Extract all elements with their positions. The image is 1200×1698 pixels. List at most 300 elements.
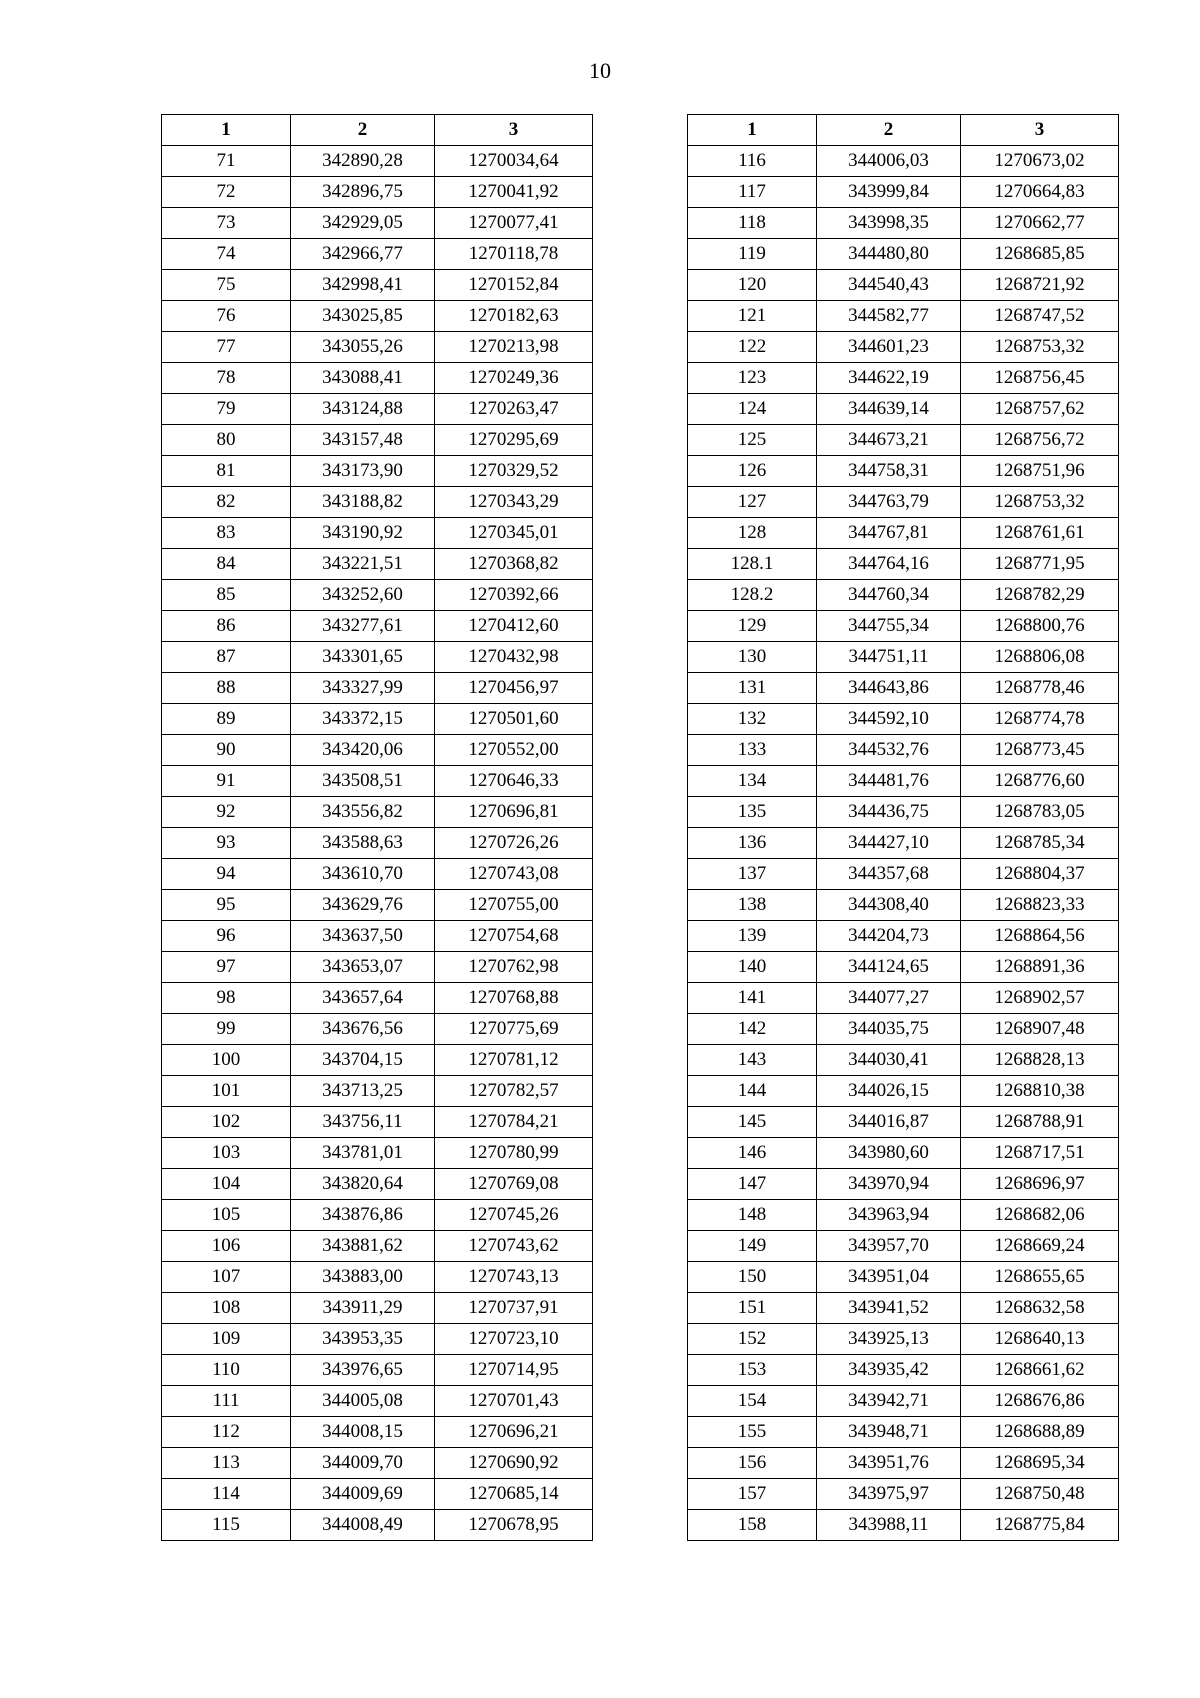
table-row (162, 518, 593, 549)
table-row (688, 1479, 1119, 1510)
coordinate-y-cell: 1268891,36 (961, 952, 1119, 983)
table-row (688, 301, 1119, 332)
coordinate-x-cell: 344009,69 (291, 1479, 435, 1510)
coordinate-x-cell: 344622,19 (817, 363, 961, 394)
coordinate-x-cell: 344767,81 (817, 518, 961, 549)
coordinate-x-cell: 343820,64 (291, 1169, 435, 1200)
table-row (162, 580, 593, 611)
point-number-cell: 137 (688, 859, 817, 890)
point-number-cell: 115 (162, 1510, 291, 1541)
coordinate-y-cell: 1270762,98 (435, 952, 593, 983)
table-header-row (162, 115, 593, 146)
coordinate-y-cell: 1268751,96 (961, 456, 1119, 487)
coordinate-x-cell: 343157,48 (291, 425, 435, 456)
table-row (162, 952, 593, 983)
coordinate-x-cell: 344592,10 (817, 704, 961, 735)
point-number-cell: 117 (688, 177, 817, 208)
coordinate-y-cell: 1270345,01 (435, 518, 593, 549)
coordinate-y-cell: 1270743,08 (435, 859, 593, 890)
coordinate-x-cell: 344540,43 (817, 270, 961, 301)
coordinate-y-cell: 1270673,02 (961, 146, 1119, 177)
coordinate-y-cell: 1270723,10 (435, 1324, 593, 1355)
coordinate-x-cell: 344751,11 (817, 642, 961, 673)
table-row (688, 456, 1119, 487)
coordinate-y-cell: 1268810,38 (961, 1076, 1119, 1107)
table-row (162, 1045, 593, 1076)
coordinate-y-cell: 1270182,63 (435, 301, 593, 332)
point-number-cell: 146 (688, 1138, 817, 1169)
table-row (688, 952, 1119, 983)
table-row (162, 673, 593, 704)
coordinate-x-cell: 343252,60 (291, 580, 435, 611)
coordinate-x-cell: 344436,75 (817, 797, 961, 828)
point-number-cell: 125 (688, 425, 817, 456)
coordinate-y-cell: 1270701,43 (435, 1386, 593, 1417)
point-number-cell: 121 (688, 301, 817, 332)
table-row (162, 487, 593, 518)
table-row (162, 1138, 593, 1169)
table-row (688, 394, 1119, 425)
point-number-cell: 151 (688, 1293, 817, 1324)
coordinate-y-cell: 1268661,62 (961, 1355, 1119, 1386)
point-number-cell: 156 (688, 1448, 817, 1479)
coordinate-y-cell: 1270646,33 (435, 766, 593, 797)
coordinate-x-cell: 344758,31 (817, 456, 961, 487)
coordinate-x-cell: 343420,06 (291, 735, 435, 766)
coordinate-y-cell: 1270685,14 (435, 1479, 593, 1510)
coordinate-y-cell: 1270769,08 (435, 1169, 593, 1200)
coordinate-y-cell: 1268632,58 (961, 1293, 1119, 1324)
coordinate-y-cell: 1270249,36 (435, 363, 593, 394)
coordinate-y-cell: 1270456,97 (435, 673, 593, 704)
point-number-cell: 94 (162, 859, 291, 890)
table-row (162, 1479, 593, 1510)
coordinate-y-cell: 1270696,21 (435, 1417, 593, 1448)
table-row (162, 1076, 593, 1107)
table-row (688, 332, 1119, 363)
point-number-cell: 101 (162, 1076, 291, 1107)
table-row (688, 828, 1119, 859)
point-number-cell: 106 (162, 1231, 291, 1262)
coordinate-y-cell: 1270552,00 (435, 735, 593, 766)
point-number-cell: 85 (162, 580, 291, 611)
coordinate-y-cell: 1270726,26 (435, 828, 593, 859)
table-row (162, 301, 593, 332)
coordinate-x-cell: 343975,97 (817, 1479, 961, 1510)
point-number-cell: 116 (688, 146, 817, 177)
coordinate-x-cell: 343941,52 (817, 1293, 961, 1324)
table-row (162, 1200, 593, 1231)
coordinate-y-cell: 1268756,72 (961, 425, 1119, 456)
table-row (162, 611, 593, 642)
point-number-cell: 83 (162, 518, 291, 549)
point-number-cell: 130 (688, 642, 817, 673)
point-number-cell: 98 (162, 983, 291, 1014)
point-number-cell: 129 (688, 611, 817, 642)
point-number-cell: 139 (688, 921, 817, 952)
coordinate-x-cell: 344030,41 (817, 1045, 961, 1076)
coordinate-y-cell: 1268823,33 (961, 890, 1119, 921)
table-row (688, 797, 1119, 828)
coordinate-y-cell: 1268778,46 (961, 673, 1119, 704)
point-number-cell: 149 (688, 1231, 817, 1262)
coordinate-x-cell: 343277,61 (291, 611, 435, 642)
coordinate-y-cell: 1268771,95 (961, 549, 1119, 580)
point-number-cell: 84 (162, 549, 291, 580)
table-row (162, 1510, 593, 1541)
point-number-cell: 148 (688, 1200, 817, 1231)
point-number-cell: 154 (688, 1386, 817, 1417)
table-row (162, 1262, 593, 1293)
point-number-cell: 132 (688, 704, 817, 735)
coordinate-x-cell: 344016,87 (817, 1107, 961, 1138)
table-row (162, 1386, 593, 1417)
point-number-cell: 145 (688, 1107, 817, 1138)
coordinate-x-cell: 343713,25 (291, 1076, 435, 1107)
table-row (162, 890, 593, 921)
coordinate-y-cell: 1270295,69 (435, 425, 593, 456)
table-row (688, 1262, 1119, 1293)
coordinate-x-cell: 343610,70 (291, 859, 435, 890)
coordinate-x-cell: 344532,76 (817, 735, 961, 766)
point-number-cell: 135 (688, 797, 817, 828)
point-number-cell: 127 (688, 487, 817, 518)
table-row (688, 208, 1119, 239)
coordinate-x-cell: 343999,84 (817, 177, 961, 208)
point-number-cell: 82 (162, 487, 291, 518)
coordinate-y-cell: 1270432,98 (435, 642, 593, 673)
coordinate-y-cell: 1270034,64 (435, 146, 593, 177)
column-header: 1 (688, 115, 817, 146)
point-number-cell: 123 (688, 363, 817, 394)
table-row (162, 704, 593, 735)
coordinate-y-cell: 1268753,32 (961, 487, 1119, 518)
coordinate-x-cell: 343173,90 (291, 456, 435, 487)
table-row (162, 425, 593, 456)
table-row (162, 394, 593, 425)
coordinate-x-cell: 343588,63 (291, 828, 435, 859)
coordinate-y-cell: 1270775,69 (435, 1014, 593, 1045)
point-number-cell: 147 (688, 1169, 817, 1200)
point-number-cell: 114 (162, 1479, 291, 1510)
coordinate-x-cell: 344764,16 (817, 549, 961, 580)
point-number-cell: 134 (688, 766, 817, 797)
point-number-cell: 78 (162, 363, 291, 394)
coordinate-x-cell: 343190,92 (291, 518, 435, 549)
point-number-cell: 152 (688, 1324, 817, 1355)
coordinate-x-cell: 343124,88 (291, 394, 435, 425)
coordinate-x-cell: 343911,29 (291, 1293, 435, 1324)
coordinate-x-cell: 344639,14 (817, 394, 961, 425)
coordinate-x-cell: 344582,77 (817, 301, 961, 332)
coordinate-y-cell: 1270368,82 (435, 549, 593, 580)
coordinate-y-cell: 1268696,97 (961, 1169, 1119, 1200)
coordinate-y-cell: 1270714,95 (435, 1355, 593, 1386)
table-row (688, 1169, 1119, 1200)
coordinate-x-cell: 342998,41 (291, 270, 435, 301)
coordinate-y-cell: 1270696,81 (435, 797, 593, 828)
page-number: 10 (589, 58, 611, 83)
point-number-cell: 77 (162, 332, 291, 363)
point-number-cell: 150 (688, 1262, 817, 1293)
point-number-cell: 79 (162, 394, 291, 425)
table-row (162, 1417, 593, 1448)
table-row (688, 146, 1119, 177)
coordinate-y-cell: 1270743,62 (435, 1231, 593, 1262)
table-row (162, 239, 593, 270)
table-row (162, 363, 593, 394)
point-number-cell: 110 (162, 1355, 291, 1386)
point-number-cell: 100 (162, 1045, 291, 1076)
coordinate-y-cell: 1268756,45 (961, 363, 1119, 394)
coordinate-y-cell: 1268753,32 (961, 332, 1119, 363)
coordinate-y-cell: 1270755,00 (435, 890, 593, 921)
table-row (162, 642, 593, 673)
coordinate-y-cell: 1268721,92 (961, 270, 1119, 301)
point-number-cell: 153 (688, 1355, 817, 1386)
point-number-cell: 118 (688, 208, 817, 239)
coordinate-x-cell: 343327,99 (291, 673, 435, 704)
point-number-cell: 155 (688, 1417, 817, 1448)
point-number-cell: 72 (162, 177, 291, 208)
coordinate-y-cell: 1270678,95 (435, 1510, 593, 1541)
coordinate-x-cell: 343988,11 (817, 1510, 961, 1541)
coordinate-x-cell: 342966,77 (291, 239, 435, 270)
coordinate-x-cell: 343942,71 (817, 1386, 961, 1417)
column-header: 2 (817, 115, 961, 146)
table-row (162, 332, 593, 363)
point-number-cell: 71 (162, 146, 291, 177)
table-row (162, 828, 593, 859)
point-number-cell: 86 (162, 611, 291, 642)
coordinate-x-cell: 343953,35 (291, 1324, 435, 1355)
coordinate-y-cell: 1270782,57 (435, 1076, 593, 1107)
coordinate-x-cell: 344308,40 (817, 890, 961, 921)
coordinate-x-cell: 343188,82 (291, 487, 435, 518)
coordinate-x-cell: 343876,86 (291, 1200, 435, 1231)
coordinate-x-cell: 344601,23 (817, 332, 961, 363)
coordinate-y-cell: 1268685,85 (961, 239, 1119, 270)
coordinate-x-cell: 343756,11 (291, 1107, 435, 1138)
coordinate-y-cell: 1268783,05 (961, 797, 1119, 828)
point-number-cell: 128.1 (688, 549, 817, 580)
coordinate-x-cell: 343221,51 (291, 549, 435, 580)
coordinate-y-cell: 1270077,41 (435, 208, 593, 239)
point-number-cell: 122 (688, 332, 817, 363)
coordinate-x-cell: 344035,75 (817, 1014, 961, 1045)
coordinate-y-cell: 1268775,84 (961, 1510, 1119, 1541)
point-number-cell: 104 (162, 1169, 291, 1200)
table-header-row (688, 115, 1119, 146)
coordinate-x-cell: 343951,76 (817, 1448, 961, 1479)
coordinate-x-cell: 344673,21 (817, 425, 961, 456)
table-row (162, 735, 593, 766)
table-row (162, 177, 593, 208)
coordinate-x-cell: 343556,82 (291, 797, 435, 828)
point-number-cell: 81 (162, 456, 291, 487)
table-row (162, 983, 593, 1014)
column-header: 3 (435, 115, 593, 146)
coordinate-x-cell: 344480,80 (817, 239, 961, 270)
point-number-cell: 95 (162, 890, 291, 921)
table-row (162, 456, 593, 487)
point-number-cell: 124 (688, 394, 817, 425)
table-row (688, 921, 1119, 952)
coordinate-x-cell: 343704,15 (291, 1045, 435, 1076)
point-number-cell: 105 (162, 1200, 291, 1231)
table-row (688, 1045, 1119, 1076)
point-number-cell: 144 (688, 1076, 817, 1107)
point-number-cell: 89 (162, 704, 291, 735)
coordinate-y-cell: 1268640,13 (961, 1324, 1119, 1355)
coordinate-x-cell: 343637,50 (291, 921, 435, 952)
point-number-cell: 87 (162, 642, 291, 673)
table-row (162, 208, 593, 239)
table-row (162, 146, 593, 177)
coordinate-y-cell: 1268907,48 (961, 1014, 1119, 1045)
coordinate-x-cell: 343372,15 (291, 704, 435, 735)
coordinate-y-cell: 1268695,34 (961, 1448, 1119, 1479)
coordinate-x-cell: 343976,65 (291, 1355, 435, 1386)
coordinate-y-cell: 1268776,60 (961, 766, 1119, 797)
coordinate-y-cell: 1268785,34 (961, 828, 1119, 859)
point-number-cell: 88 (162, 673, 291, 704)
point-number-cell: 92 (162, 797, 291, 828)
coordinate-x-cell: 343881,62 (291, 1231, 435, 1262)
coordinate-x-cell: 344204,73 (817, 921, 961, 952)
point-number-cell: 128.2 (688, 580, 817, 611)
table-row (162, 1014, 593, 1045)
column-header: 1 (162, 115, 291, 146)
table-row (688, 580, 1119, 611)
coordinate-x-cell: 343998,35 (817, 208, 961, 239)
coordinate-y-cell: 1268864,56 (961, 921, 1119, 952)
table-row (688, 1076, 1119, 1107)
coordinates-table-right (687, 114, 1119, 1541)
point-number-cell: 131 (688, 673, 817, 704)
coordinate-x-cell: 343935,42 (817, 1355, 961, 1386)
table-row (688, 1293, 1119, 1324)
table-row (688, 1324, 1119, 1355)
coordinate-y-cell: 1270784,21 (435, 1107, 593, 1138)
coordinate-y-cell: 1268669,24 (961, 1231, 1119, 1262)
coordinate-x-cell: 344077,27 (817, 983, 961, 1014)
coordinate-y-cell: 1270329,52 (435, 456, 593, 487)
coordinate-y-cell: 1268688,89 (961, 1417, 1119, 1448)
table-row (162, 1324, 593, 1355)
coordinate-y-cell: 1270152,84 (435, 270, 593, 301)
coordinate-x-cell: 342890,28 (291, 146, 435, 177)
table-row (162, 1355, 593, 1386)
coordinate-x-cell: 343970,94 (817, 1169, 961, 1200)
table-row (688, 859, 1119, 890)
coordinate-y-cell: 1270501,60 (435, 704, 593, 735)
coordinate-x-cell: 343925,13 (817, 1324, 961, 1355)
table-row (688, 270, 1119, 301)
coordinate-y-cell: 1270392,66 (435, 580, 593, 611)
coordinate-x-cell: 344005,08 (291, 1386, 435, 1417)
coordinate-y-cell: 1270118,78 (435, 239, 593, 270)
table-row (688, 518, 1119, 549)
coordinate-y-cell: 1270781,12 (435, 1045, 593, 1076)
table-row (688, 363, 1119, 394)
coordinates-table-left (161, 114, 593, 1541)
point-number-cell: 142 (688, 1014, 817, 1045)
point-number-cell: 107 (162, 1262, 291, 1293)
point-number-cell: 75 (162, 270, 291, 301)
coordinate-x-cell: 343883,00 (291, 1262, 435, 1293)
coordinate-x-cell: 343088,41 (291, 363, 435, 394)
coordinate-y-cell: 1268902,57 (961, 983, 1119, 1014)
table-row (162, 797, 593, 828)
point-number-cell: 143 (688, 1045, 817, 1076)
coordinate-y-cell: 1268806,08 (961, 642, 1119, 673)
table-row (688, 425, 1119, 456)
table-row (162, 1231, 593, 1262)
coordinate-x-cell: 343629,76 (291, 890, 435, 921)
coordinate-x-cell: 343957,70 (817, 1231, 961, 1262)
table-row (688, 704, 1119, 735)
table-row (688, 735, 1119, 766)
coordinate-x-cell: 344427,10 (817, 828, 961, 859)
coordinate-x-cell: 344755,34 (817, 611, 961, 642)
table-row (688, 177, 1119, 208)
table-row (162, 549, 593, 580)
table-row (688, 983, 1119, 1014)
table-row (162, 270, 593, 301)
column-header: 3 (961, 115, 1119, 146)
coordinate-y-cell: 1268800,76 (961, 611, 1119, 642)
table-row (688, 1386, 1119, 1417)
coordinate-y-cell: 1270690,92 (435, 1448, 593, 1479)
coordinate-x-cell: 344357,68 (817, 859, 961, 890)
coordinate-x-cell: 344008,49 (291, 1510, 435, 1541)
point-number-cell: 109 (162, 1324, 291, 1355)
coordinate-y-cell: 1268682,06 (961, 1200, 1119, 1231)
point-number-cell: 120 (688, 270, 817, 301)
coordinate-y-cell: 1268804,37 (961, 859, 1119, 890)
coordinate-y-cell: 1270263,47 (435, 394, 593, 425)
table-row (688, 673, 1119, 704)
coordinate-y-cell: 1268655,65 (961, 1262, 1119, 1293)
table-row (162, 859, 593, 890)
coordinate-x-cell: 343508,51 (291, 766, 435, 797)
point-number-cell: 96 (162, 921, 291, 952)
point-number-cell: 119 (688, 239, 817, 270)
point-number-cell: 136 (688, 828, 817, 859)
table-row (688, 1200, 1119, 1231)
table-row (688, 1355, 1119, 1386)
table-row (688, 549, 1119, 580)
coordinate-y-cell: 1270343,29 (435, 487, 593, 518)
table-row (688, 1138, 1119, 1169)
table-row (688, 1014, 1119, 1045)
coordinate-y-cell: 1268717,51 (961, 1138, 1119, 1169)
coordinate-x-cell: 344008,15 (291, 1417, 435, 1448)
coordinate-y-cell: 1270754,68 (435, 921, 593, 952)
point-number-cell: 111 (162, 1386, 291, 1417)
coordinate-x-cell: 344643,86 (817, 673, 961, 704)
coordinate-x-cell: 343025,85 (291, 301, 435, 332)
point-number-cell: 102 (162, 1107, 291, 1138)
table-row (688, 890, 1119, 921)
coordinate-y-cell: 1270664,83 (961, 177, 1119, 208)
coordinate-y-cell: 1268750,48 (961, 1479, 1119, 1510)
coordinate-x-cell: 344009,70 (291, 1448, 435, 1479)
coordinate-y-cell: 1268761,61 (961, 518, 1119, 549)
point-number-cell: 158 (688, 1510, 817, 1541)
point-number-cell: 99 (162, 1014, 291, 1045)
